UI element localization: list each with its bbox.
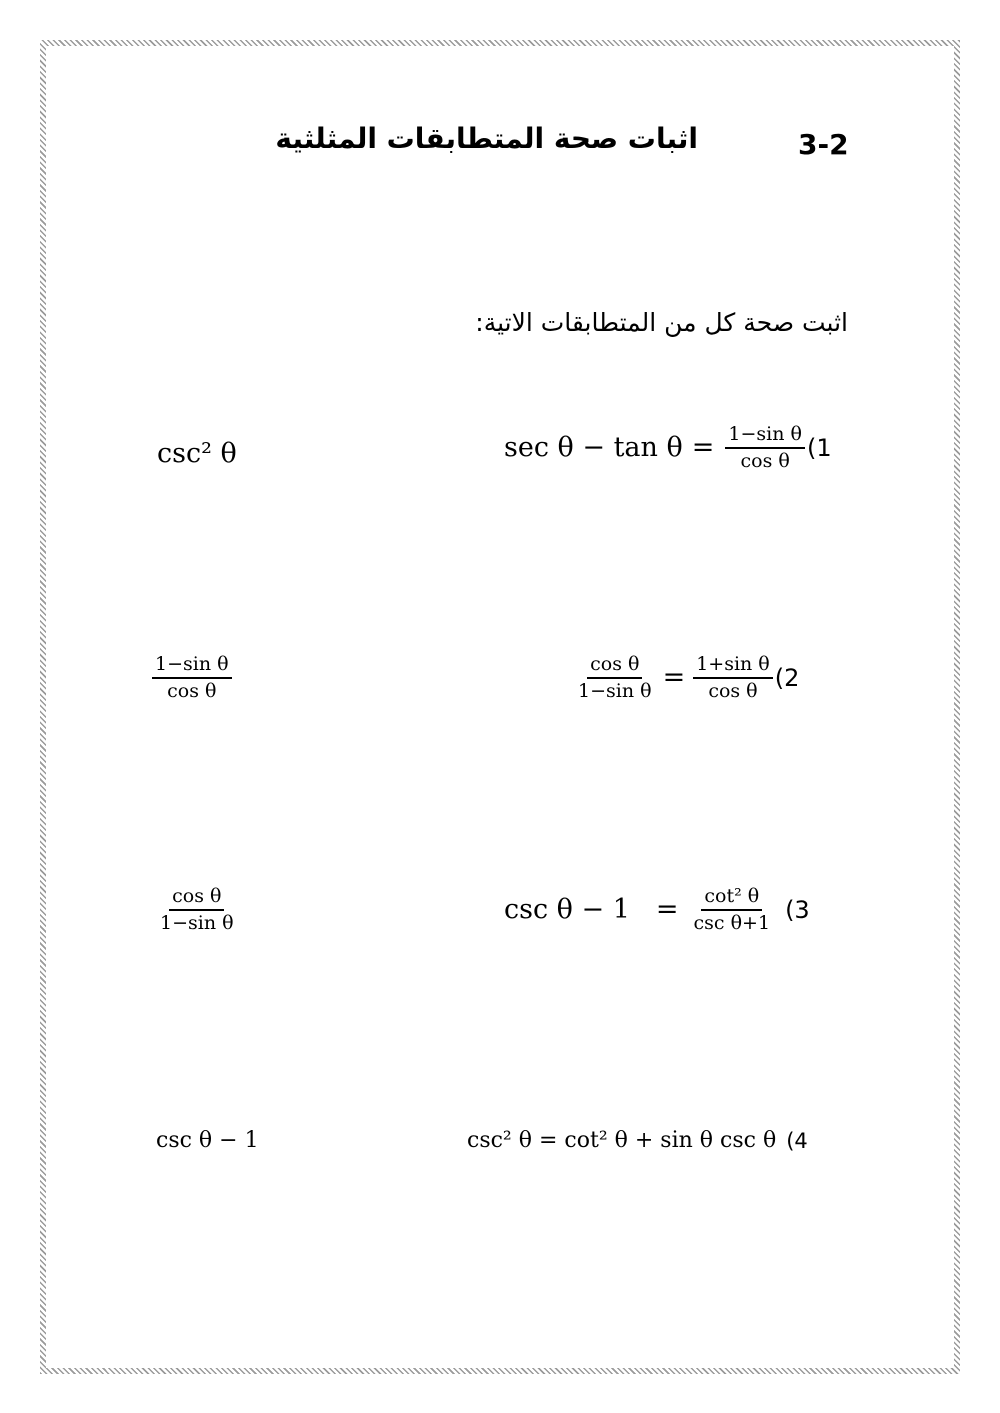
problem-3-fraction xyxy=(691,886,774,934)
problem-1-numerator: 1−sin θ xyxy=(725,424,805,449)
problem-4-side-text: csc θ − 1 xyxy=(156,1128,259,1153)
problem-2-number: (2 xyxy=(774,663,800,692)
problem-3-equals: = xyxy=(655,894,679,926)
problem-2-left-numerator: cos θ xyxy=(587,654,642,679)
problem-2-right-numerator: 1+sin θ xyxy=(693,654,773,679)
problem-1-fraction xyxy=(725,424,805,472)
problem-2 xyxy=(573,654,799,702)
problem-2-right-fraction xyxy=(693,654,773,702)
page-border xyxy=(40,40,960,1374)
problem-3-side-denominator: 1−sin θ xyxy=(160,911,234,934)
problem-2-side-fraction xyxy=(152,654,232,702)
problem-4-expression: csc² θ = cot² θ + sin θ csc θ xyxy=(467,1128,777,1153)
problem-4-number: (4 xyxy=(786,1128,808,1153)
problem-3 xyxy=(504,886,810,934)
problem-2-side-numerator: 1−sin θ xyxy=(152,654,232,679)
problem-3-numerator: cot² θ xyxy=(701,886,762,911)
problem-2-left-fraction xyxy=(575,654,655,702)
problem-4 xyxy=(467,1128,808,1153)
problem-4-side-note xyxy=(156,1128,259,1153)
page-title: اثبات صحة المتطابقات المثلثية xyxy=(275,122,698,155)
section-number: 3-2 xyxy=(798,128,849,161)
problem-1 xyxy=(504,424,832,472)
problem-3-denominator: csc θ+1 xyxy=(693,911,771,934)
problem-1-denominator: cos θ xyxy=(740,449,790,472)
problem-2-equals: = xyxy=(662,662,686,694)
problem-2-side-denominator: cos θ xyxy=(167,679,217,702)
problem-1-number: (1 xyxy=(806,433,832,462)
problem-1-equals: = xyxy=(691,432,715,464)
problem-3-side-numerator: cos θ xyxy=(169,886,224,911)
problem-2-side-note xyxy=(150,654,234,702)
problem-3-side-note xyxy=(155,886,239,934)
instruction-text: اثبت صحة كل من المتطابقات الاتية: xyxy=(475,308,848,337)
problem-3-left: csc θ − 1 xyxy=(504,894,630,926)
problem-1-left: sec θ − tan θ xyxy=(504,432,683,464)
problem-2-left-denominator: 1−sin θ xyxy=(578,679,652,702)
problem-3-number: (3 xyxy=(785,895,810,924)
problem-2-right-denominator: cos θ xyxy=(708,679,758,702)
problem-1-side-text: csc² θ xyxy=(157,438,237,469)
problem-1-side-note xyxy=(157,438,237,469)
problem-3-side-fraction xyxy=(157,886,237,934)
